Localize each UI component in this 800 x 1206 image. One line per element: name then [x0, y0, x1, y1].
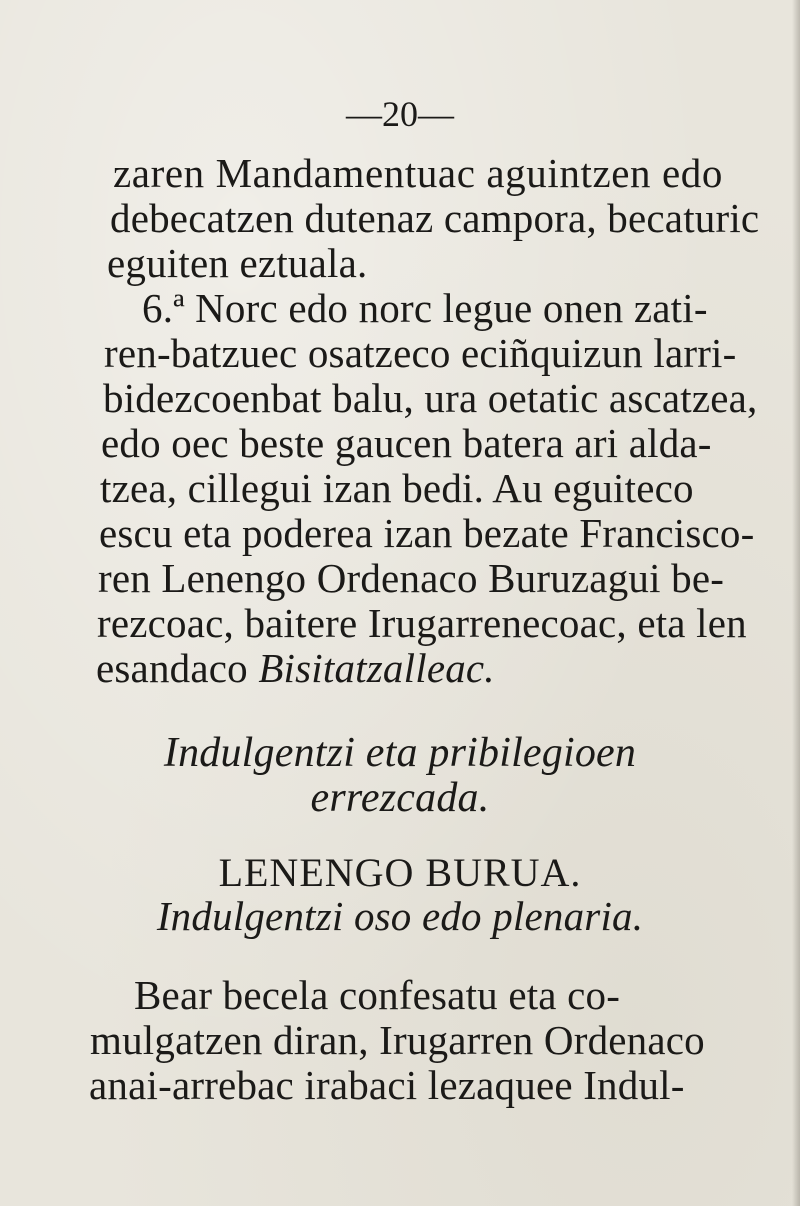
body-line-6: bidezcoenbat balu, ura oetatic ascatzea,: [103, 375, 758, 421]
body-line-12: [96, 645, 495, 691]
closing-line-1: Bear becela confesatu eta co-: [134, 972, 621, 1018]
body-line-3: eguiten eztuala.: [107, 240, 368, 286]
page-edge-shadow: [792, 0, 800, 1206]
section-title-line-1: Indulgentzi eta pribilegioen: [163, 730, 637, 776]
body-line-1: zaren Mandamentuac aguintzen edo: [113, 150, 723, 196]
body-line-5: ren-batzuec osatzeco eciñquizun larri-: [104, 330, 737, 376]
page-number: —20—: [346, 94, 454, 134]
body-line-8: tzea, cillegui izan bedi. Au eguiteco: [100, 465, 694, 511]
body-line-11: rezcoac, baitere Irugarrenecoac, eta len: [97, 600, 747, 646]
closing-line-3: anai-arrebac irabaci lezaquee Indul-: [89, 1062, 685, 1108]
closing-line-2: mulgatzen diran, Irugarren Ordenaco: [90, 1017, 705, 1063]
chapter-heading: LENENGO BURUA.: [218, 850, 582, 895]
body-line-9: escu eta poderea izan bezate Francisco-: [99, 510, 755, 556]
section-title-line-2: errezcada.: [310, 775, 490, 821]
body-line-4: 6.ª Norc edo norc legue onen zati-: [142, 285, 708, 331]
bisitatzalleac-term: Bisitatzalleac.: [258, 645, 495, 691]
chapter-subtitle: Indulgentzi oso edo plenaria.: [156, 893, 644, 939]
body-line-12-text: esandaco: [96, 645, 248, 691]
body-line-2: debecatzen dutenaz campora, becaturic: [110, 195, 760, 241]
body-line-7: edo oec beste gaucen batera ari alda-: [101, 420, 712, 466]
body-line-10: ren Lenengo Ordenaco Buruzagui be-: [98, 555, 725, 601]
